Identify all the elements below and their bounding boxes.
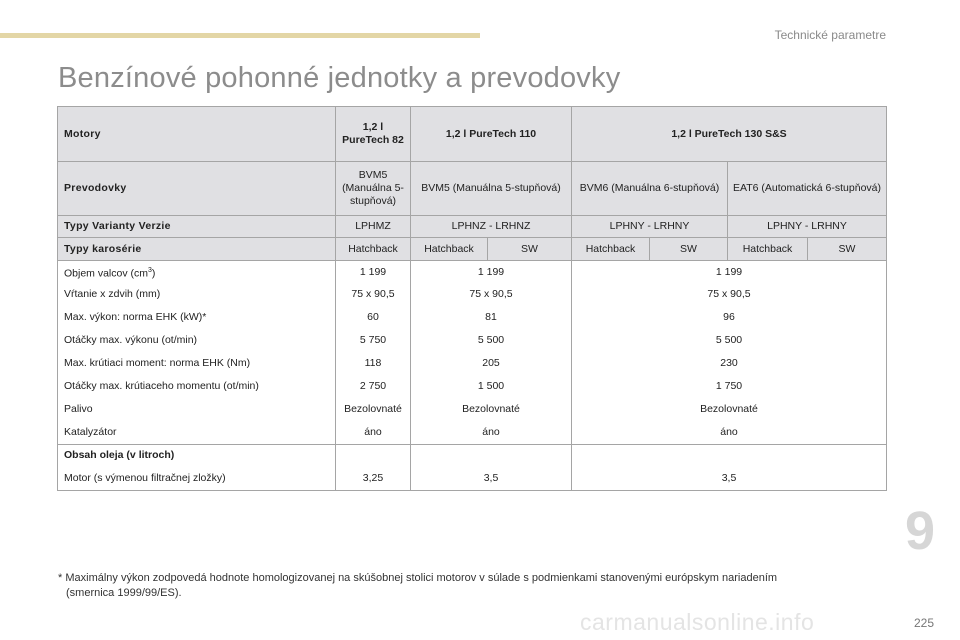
footnote-line1: Maximálny výkon zodpovedá hodnote homologizovanej na skúšobnej stolici motorov v súlade s podmienkami stanovenými európskym nariadením xyxy=(65,572,778,584)
value-110: áno xyxy=(411,421,572,445)
table-row xyxy=(58,398,887,421)
table-row xyxy=(58,421,887,445)
gearbox-82: BVM5 (Manuálna 5-stupňová) xyxy=(336,162,411,216)
body-type-cell: Hatchback xyxy=(411,238,488,261)
row-label: Vŕtanie x zdvih (mm) xyxy=(58,283,336,306)
page-title: Benzínové pohonné jednotky a prevodovky xyxy=(58,62,621,94)
footnote xyxy=(58,571,898,601)
value-110: 3,5 xyxy=(411,466,572,491)
value-130: 96 xyxy=(572,306,887,329)
table-row xyxy=(58,352,887,375)
body-type-cell: SW xyxy=(488,238,572,261)
value-130: 5 500 xyxy=(572,329,887,352)
table-row xyxy=(58,261,887,284)
row-label: Otáčky max. krútiaceho momentu (ot/min) xyxy=(58,375,336,398)
body-type-row xyxy=(58,238,887,261)
value-110: 1 199 xyxy=(411,261,572,284)
value-130: 75 x 90,5 xyxy=(572,283,887,306)
engine-label: Motory xyxy=(58,107,336,162)
value-82: 1 199 xyxy=(336,261,411,284)
gearbox-110: BVM5 (Manuálna 5-stupňová) xyxy=(411,162,572,216)
value-82: Bezolovnaté xyxy=(336,398,411,421)
oil-heading: Obsah oleja (v litroch) xyxy=(58,445,336,467)
value-110: 81 xyxy=(411,306,572,329)
body-type-cell: Hatchback xyxy=(728,238,808,261)
body-type-cell: SW xyxy=(808,238,887,261)
value-130: 3,5 xyxy=(572,466,887,491)
value-130: 1 199 xyxy=(572,261,887,284)
value-82: 60 xyxy=(336,306,411,329)
gearbox-eat6: EAT6 (Automatická 6-stupňová) xyxy=(728,162,887,216)
variant-cell: LPHNY - LRHNY xyxy=(728,216,887,238)
variant-cell: LPHMZ xyxy=(336,216,411,238)
variant-cell: LPHNY - LRHNY xyxy=(572,216,728,238)
variant-cell: LPHNZ - LRHNZ xyxy=(411,216,572,238)
value-130: áno xyxy=(572,421,887,445)
page-number: 225 xyxy=(914,616,935,630)
value-82: 75 x 90,5 xyxy=(336,283,411,306)
footnote-star: * xyxy=(58,572,63,584)
engine-row xyxy=(58,107,887,162)
table-row xyxy=(58,306,887,329)
value-130: Bezolovnaté xyxy=(572,398,887,421)
gearbox-bvm6: BVM6 (Manuálna 6-stupňová) xyxy=(572,162,728,216)
top-accent-bar xyxy=(0,33,480,38)
gearbox-row xyxy=(58,162,887,216)
engine-82: 1,2 l PureTech 82 xyxy=(336,107,411,162)
body-type-cell: SW xyxy=(650,238,728,261)
value-82: 3,25 xyxy=(336,466,411,491)
row-label: Palivo xyxy=(58,398,336,421)
body-type-cell: Hatchback xyxy=(572,238,650,261)
row-label: Motor (s výmenou filtračnej zložky) xyxy=(58,466,336,491)
value-82: 5 750 xyxy=(336,329,411,352)
chapter-number: 9 xyxy=(905,501,936,561)
value-110: 1 500 xyxy=(411,375,572,398)
engine-130: 1,2 l PureTech 130 S&S xyxy=(572,107,887,162)
body-type-label: Typy karosérie xyxy=(58,238,336,261)
footnote-line2: (smernica 1999/99/ES). xyxy=(66,587,182,599)
table-row xyxy=(58,466,887,491)
value-130: 230 xyxy=(572,352,887,375)
body-type-cell: Hatchback xyxy=(336,238,411,261)
variant-row xyxy=(58,216,887,238)
table-row xyxy=(58,283,887,306)
row-label: Objem valcov $(cm^3)$ xyxy=(58,261,336,284)
value-82: 2 750 xyxy=(336,375,411,398)
engine-110: 1,2 l PureTech 110 xyxy=(411,107,572,162)
section-title: Technické parametre xyxy=(774,28,886,42)
watermark: carmanualsonline.info xyxy=(580,609,815,635)
row-label: Otáčky max. výkonu (ot/min) xyxy=(58,329,336,352)
variant-label: Typy Varianty Verzie xyxy=(58,216,336,238)
row-label: Max. výkon: norma EHK (kW)* xyxy=(58,306,336,329)
spec-table xyxy=(57,106,887,491)
value-82: 118 xyxy=(336,352,411,375)
value-110: 75 x 90,5 xyxy=(411,283,572,306)
row-label: Katalyzátor xyxy=(58,421,336,445)
value-110: Bezolovnaté xyxy=(411,398,572,421)
table-row xyxy=(58,375,887,398)
value-130: 1 750 xyxy=(572,375,887,398)
gearbox-label: Prevodovky xyxy=(58,162,336,216)
oil-heading-row xyxy=(58,445,887,467)
table-row xyxy=(58,329,887,352)
value-110: 205 xyxy=(411,352,572,375)
value-110: 5 500 xyxy=(411,329,572,352)
row-label: Max. krútiaci moment: norma EHK (Nm) xyxy=(58,352,336,375)
value-82: áno xyxy=(336,421,411,445)
